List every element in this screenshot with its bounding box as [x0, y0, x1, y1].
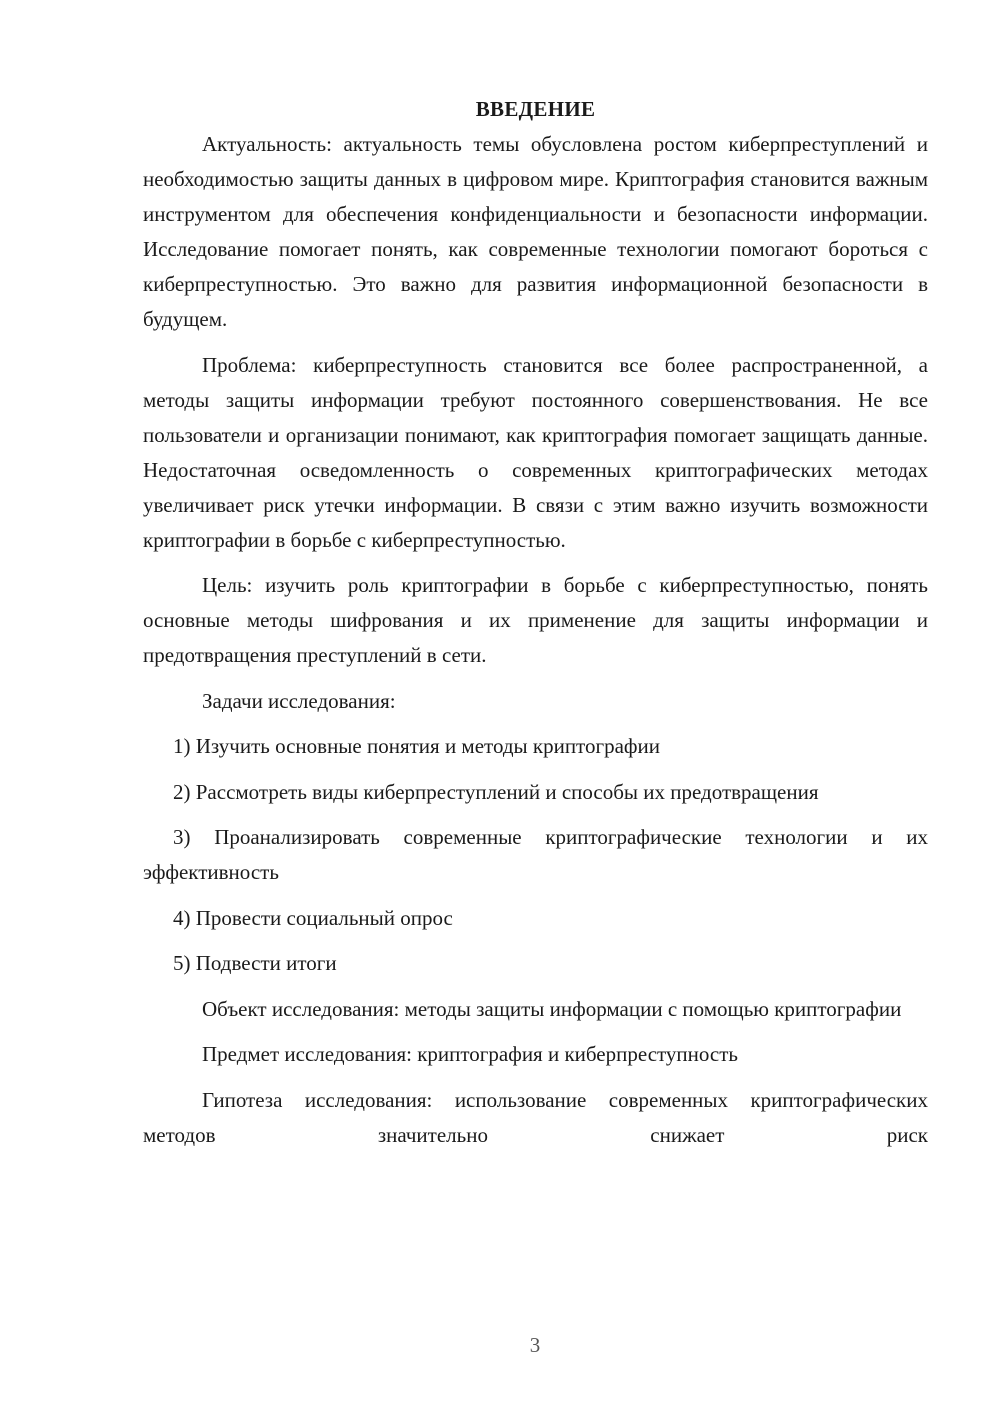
- document-page: [143, 92, 928, 1163]
- paragraph-problem: Проблема: киберпреступность становится все более распространенной, а методы защиты информации требуют постоянного совершенствования. Не все пользователи и организации понимают, как криптография помогает защищать данные. Недостаточная осведомленность о современных криптографических методах увеличивает риск утечки информации. В связи с этим важно изучить возможности криптографии в борьбе с киберпреступностью.: [143, 352, 928, 552]
- paragraph-goal: Цель: изучить роль криптографии в борьбе с киберпреступностью, понять основные методы шифрования и их применение для защиты информации и предотвращения преступлений в сети.: [143, 573, 928, 667]
- task-item-2: 2) Рассмотреть виды киберпреступлений и способы их предотвращения: [173, 779, 819, 804]
- section-title: ВВЕДЕНИЕ: [475, 97, 596, 121]
- task-item-5: 5) Подвести итоги: [173, 951, 337, 975]
- paragraph-hypothesis: Гипотеза исследования: использование современных криптографических методов значительно снижает риск: [143, 1087, 928, 1147]
- paragraph-relevance: Актуальность: актуальность темы обусловлена ростом киберпреступлений и необходимостью защиты данных в цифровом мире. Криптография становится важным инструментом для обеспечения конфиденциальности и безопасности информации. Исследование помогает понять, как современные технологии помогают бороться с киберпреступностью. Это важно для развития информационной безопасности в будущем.: [143, 132, 928, 331]
- task-item-4: 4) Провести социальный опрос: [173, 905, 453, 930]
- paragraph-subject: Предмет исследования: криптография и киберпреступность: [202, 1042, 739, 1066]
- paragraph-object: Объект исследования: методы защиты информации с помощью криптографии: [202, 996, 902, 1021]
- page-number: 3: [529, 1333, 541, 1357]
- paragraph-tasks-heading: Задачи исследования:: [202, 688, 396, 713]
- task-item-1: 1) Изучить основные понятия и методы криптографии: [173, 734, 660, 758]
- task-item-3: 3) Проанализировать современные криптографические технологии и их эффективность: [143, 825, 928, 884]
